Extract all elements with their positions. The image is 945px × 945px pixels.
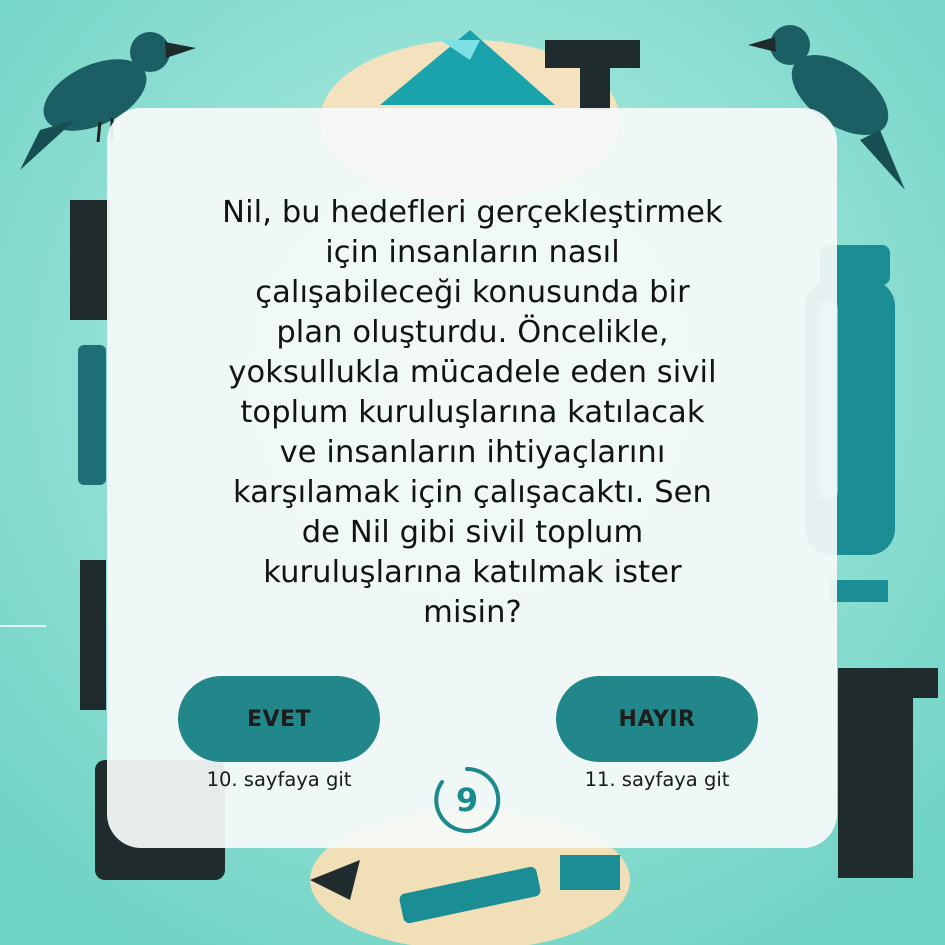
page-number: 9 [455, 781, 479, 819]
no-goto-text: 11. sayfaya git [584, 768, 730, 791]
yes-button[interactable] [178, 676, 380, 762]
no-button-label: HAYIR [618, 706, 696, 732]
story-line: misin? [423, 595, 522, 630]
story-line: kuruluşlarına katılmak ister [263, 555, 682, 590]
story-line: çalışabileceği konusunda bir [255, 275, 690, 310]
story-line: yoksullukla mücadele eden sivil [228, 355, 717, 390]
story-line: için insanların nasıl [325, 235, 620, 270]
story-line: toplum kuruluşlarına katılacak [240, 395, 705, 430]
story-line: karşılamak için çalışacaktı. Sen [233, 475, 712, 510]
story-line: Nil, bu hedefleri gerçekleştirmek [222, 195, 723, 230]
story-line: ve insanların ihtiyaçlarını [279, 435, 666, 470]
no-button[interactable] [556, 676, 758, 762]
yes-button-label: EVET [246, 706, 312, 732]
yes-goto-text: 10. sayfaya git [206, 768, 352, 791]
story-line: de Nil gibi sivil toplum [301, 515, 644, 550]
dark-block-right [838, 668, 913, 878]
story-text [170, 193, 775, 633]
dark-block-left [70, 200, 110, 320]
story-line: plan oluşturdu. Öncelikle, [276, 315, 669, 350]
